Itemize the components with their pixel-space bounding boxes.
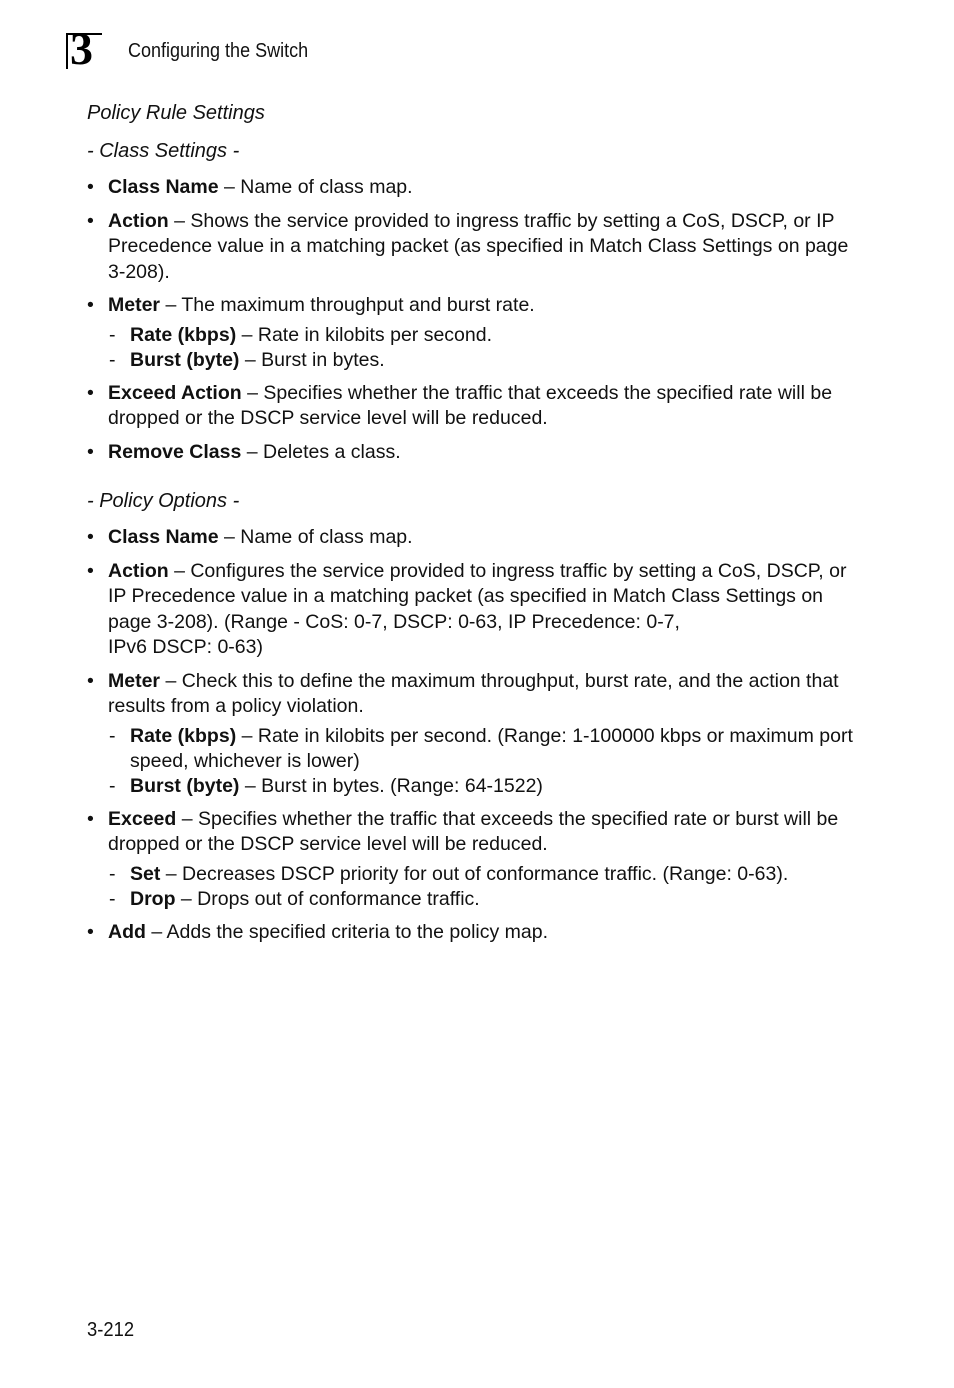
sub-item-desc: – Drops out of conformance traffic. (175, 887, 480, 910)
sub-item-term: Burst (byte) (130, 348, 240, 371)
sub-item-desc: – Rate in kilobits per second. (Range: 1-100000 kbps or maximum port speed, whichever is lower) (130, 724, 853, 772)
list-item (87, 807, 857, 912)
sub-item (108, 862, 857, 887)
list-item (87, 669, 857, 799)
item-desc-line2: IPv6 DSCP: 0-63) (108, 636, 263, 658)
page-number: 3-212 (87, 1319, 135, 1341)
sub-item-term: Burst (byte) (130, 774, 240, 797)
page-body (87, 101, 857, 945)
item-desc: – Adds the specified criteria to the policy map. (145, 920, 549, 943)
sub-item-desc: – Rate in kilobits per second. (236, 323, 492, 346)
list-item (87, 209, 857, 286)
sub-list (108, 724, 857, 799)
sub-item (108, 348, 857, 373)
sub-item-term: Rate (kbps) (130, 323, 237, 346)
sub-item (108, 724, 857, 774)
list-item (87, 381, 857, 432)
item-desc: – The maximum throughput and burst rate. (160, 294, 535, 316)
item-term: Meter (108, 294, 161, 316)
item-term: Exceed Action (108, 381, 242, 404)
list-item (87, 175, 857, 201)
list-item (87, 293, 857, 373)
item-term: Action (108, 209, 169, 232)
policy-options-list (87, 525, 857, 945)
sub-item-desc: – Burst in bytes. (Range: 64-1522) (239, 774, 543, 797)
sub-item (108, 323, 857, 348)
item-desc: – Deletes a class. (241, 440, 401, 463)
policy-options-heading: - Policy Options - (87, 490, 240, 512)
list-item (87, 525, 857, 551)
list-item (87, 920, 857, 946)
list-item (87, 559, 857, 661)
item-desc: – Configures the service provided to ingress traffic by setting a CoS, DSCP, or IP Precedence value in a matching packet (as specified in Match Class Settings on page 3-208). (Range - CoS: 0-7, DSCP: 0-63, IP Precedence: 0-7, (108, 559, 847, 633)
item-term: Exceed (108, 807, 177, 830)
chapter-number: 3 (70, 23, 93, 74)
sub-item-term: Rate (kbps) (130, 724, 237, 747)
sub-item-desc: – Burst in bytes. (239, 348, 385, 371)
item-term: Class Name (108, 176, 219, 198)
running-header: Configuring the Switch (128, 40, 309, 62)
sub-item (108, 774, 857, 799)
sub-item-term: Drop (130, 887, 176, 910)
item-desc: – Name of class map. (218, 526, 413, 548)
item-term: Remove Class (108, 440, 242, 463)
item-desc: – Check this to define the maximum throughput, burst rate, and the action that results from a policy violation. (108, 669, 839, 717)
section-title: Policy Rule Settings (87, 102, 265, 124)
list-item (87, 440, 857, 466)
item-desc: – Specifies whether the traffic that exceeds the specified rate will be dropped or the DSCP service level will be reduced. (108, 381, 833, 429)
item-desc: – Name of class map. (218, 176, 413, 198)
item-desc: – Shows the service provided to ingress traffic by setting a CoS, DSCP, or IP Precedence value in a matching packet (as specified in Match Class Settings on page 3-208). (108, 209, 849, 283)
sub-item-desc: – Decreases DSCP priority for out of conformance traffic. (Range: 0-63). (160, 862, 789, 885)
item-term: Add (108, 920, 146, 943)
class-settings-list (87, 175, 857, 465)
item-term: Class Name (108, 526, 219, 548)
item-term: Action (108, 559, 169, 582)
sub-list (108, 862, 857, 912)
item-term: Meter (108, 669, 161, 692)
class-settings-heading: - Class Settings - (87, 140, 240, 162)
sub-item (108, 887, 857, 912)
item-desc: – Specifies whether the traffic that exceeds the specified rate or burst will be dropped or the DSCP service level will be reduced. (108, 807, 839, 855)
sub-list (108, 323, 857, 373)
sub-item-term: Set (130, 862, 161, 885)
